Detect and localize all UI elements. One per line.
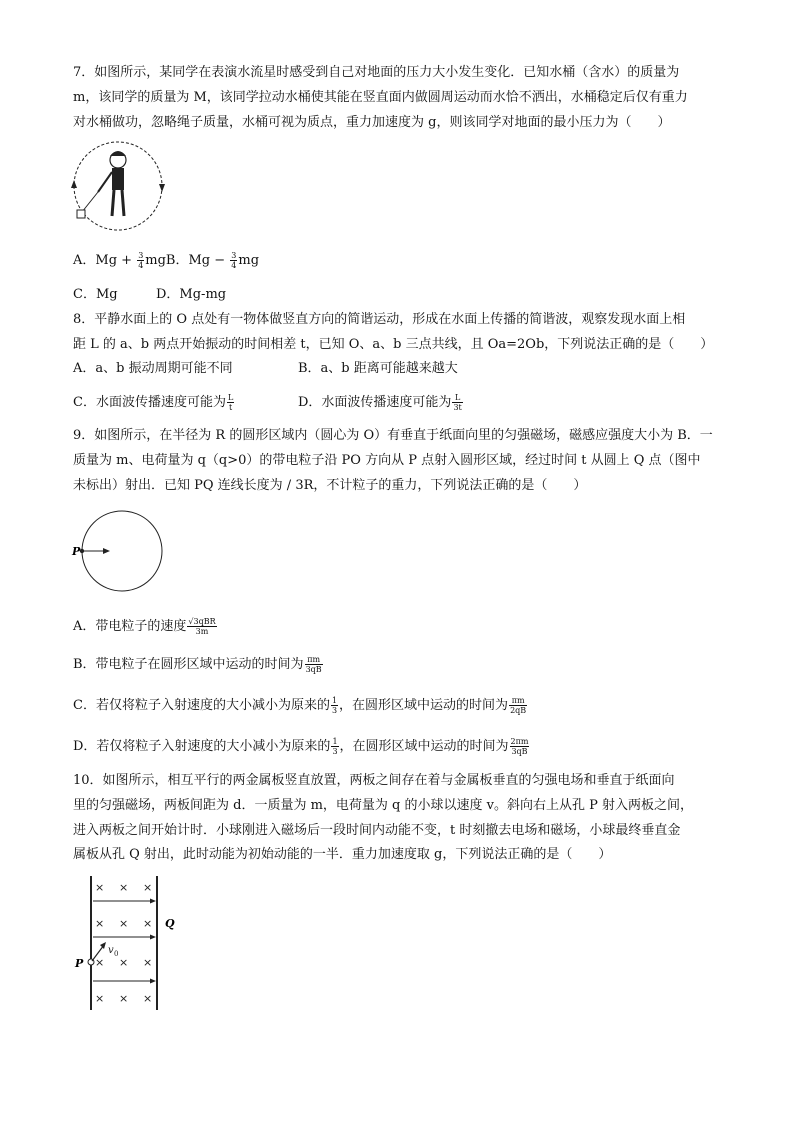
q8-option-d-prefix: D．水面波传播速度可能为 bbox=[298, 395, 452, 410]
q9-option-b-num: πm bbox=[305, 655, 323, 665]
q8-option-c-num: L bbox=[227, 393, 234, 402]
field-cross: × bbox=[119, 881, 129, 894]
q9-option-d-mid: ，在圆形区域中运动的时间为 bbox=[339, 739, 509, 754]
q8-option-d-fraction bbox=[452, 393, 462, 412]
q9-stem-line1: 9．如图所示，在半径为 R 的圆形区域内（圆心为 O）有垂直于纸面向里的匀强磁场，磁感应强度大小为 B．一 bbox=[73, 428, 713, 443]
q9-stem-line2: 质量为 m、电荷量为 q（q>0）的带电粒子沿 PO 方向从 P 点射入圆形区域，经过时间 t 从圆上 Q 点（图中 bbox=[73, 453, 701, 468]
q10-figure-label-v: v bbox=[108, 945, 114, 956]
q9-option-c-ratio-num: 1 bbox=[331, 696, 338, 705]
q7-option-a-den: 4 bbox=[138, 261, 144, 270]
q10-figure-label-q: Q bbox=[165, 917, 175, 930]
q9-option-d-ratio-num: 1 bbox=[332, 737, 338, 746]
q7-stem-line3: 对水桶做功，忽略绳子质量，水桶可视为质点，重力加速度为 g，则该同学对地面的最小压力为（ ） bbox=[73, 115, 671, 130]
q10-figure-label-p: P bbox=[75, 957, 84, 970]
q7-options-ab[interactable] bbox=[73, 251, 259, 270]
q7-option-b-fraction bbox=[230, 251, 237, 270]
q7-option-b-num: 3 bbox=[231, 251, 237, 260]
q9-option-d-fraction bbox=[510, 737, 530, 756]
q8-option-c[interactable] bbox=[73, 393, 235, 412]
q9-option-c-den: 2qB bbox=[510, 706, 527, 715]
q7-option-b-den: 4 bbox=[231, 261, 237, 270]
q9-option-b-den: 3qB bbox=[305, 665, 322, 674]
field-cross: × bbox=[143, 917, 153, 930]
field-cross: × bbox=[143, 956, 153, 969]
field-cross: × bbox=[95, 917, 105, 930]
q9-option-b-prefix: B．带电粒子在圆形区域中运动的时间为 bbox=[73, 657, 304, 672]
q9-figure-label-p: P bbox=[72, 545, 81, 558]
q7-stem-line1: 7．如图所示，某同学在表演水流星时感受到自己对地面的压力大小发生变化．已知水桶（含水）的质量为 bbox=[73, 65, 680, 80]
q9-option-a[interactable] bbox=[73, 617, 218, 636]
q9-option-d-den: 3qB bbox=[511, 747, 528, 756]
field-cross: × bbox=[95, 956, 105, 969]
parallel-plates-figure bbox=[72, 874, 182, 1012]
q8-stem-line2: 距 L 的 a、b 两点开始振动的时间相差 t，已知 O、a、b 三点共线，且 Oa=2Ob，下列说法正确的是（ ） bbox=[73, 337, 714, 352]
field-cross: × bbox=[143, 992, 153, 1005]
circular-field-figure bbox=[72, 508, 167, 596]
q10-stem-line4: 属板从孔 Q 射出，此时动能为初始动能的一半．重力加速度取 g，下列说法正确的是（ ） bbox=[73, 847, 612, 862]
q9-option-b-fraction bbox=[305, 655, 323, 674]
q9-option-d-num: 2πm bbox=[510, 737, 529, 746]
q9-option-d-ratio bbox=[331, 737, 338, 756]
q8-stem-line1: 8．平静水面上的 O 点处有一物体做竖直方向的简谐运动，形成在水面上传播的简谐波，观察发现水面上相 bbox=[73, 312, 686, 327]
q9-option-b[interactable] bbox=[73, 655, 324, 674]
q9-option-c[interactable] bbox=[73, 696, 528, 715]
q8-option-c-prefix: C．水面波传播速度可能为 bbox=[73, 395, 226, 410]
q8-option-a[interactable]: A．a、b 振动周期可能不同 bbox=[73, 361, 233, 376]
q8-option-c-fraction bbox=[227, 393, 234, 412]
q9-option-c-mid: ，在圆形区域中运动的时间为 bbox=[339, 698, 509, 713]
q7-stem-line2: m，该同学的质量为 M，该同学拉动水桶使其能在竖直面内做圆周运动而水恰不洒出，水桶稳定后仅有重力 bbox=[73, 90, 688, 105]
q9-option-d[interactable] bbox=[73, 737, 530, 756]
q7-option-a-prefix: A．Mg + bbox=[73, 253, 133, 268]
q7-option-d[interactable]: D．Mg-mg bbox=[156, 287, 227, 302]
field-cross: × bbox=[119, 917, 129, 930]
q9-option-d-prefix: D．若仅将粒子入射速度的大小减小为原来的 bbox=[73, 739, 331, 754]
q7-option-b-suffix: mg bbox=[238, 253, 260, 268]
q10-stem-line3: 进入两板之间开始计时．小球刚进入磁场后一段时间内动能不变，t 时刻撤去电场和磁场，小球最终垂直金 bbox=[73, 823, 681, 838]
q10-figure-label-v-sub: 0 bbox=[114, 950, 119, 958]
water-meteor-figure bbox=[70, 140, 168, 232]
q7-option-a-num: 3 bbox=[138, 251, 144, 260]
q9-option-a-den: 3m bbox=[195, 627, 209, 636]
field-cross: × bbox=[143, 881, 153, 894]
q9-stem-line3: 未标出）射出．已知 PQ 连线长度为 / 3R，不计粒子的重力，下列说法正确的是（ ） bbox=[73, 478, 587, 493]
q7-option-a-fraction bbox=[137, 251, 144, 270]
q7-option-c[interactable]: C．Mg bbox=[73, 287, 118, 302]
q9-option-a-num: √3qBR bbox=[188, 617, 216, 626]
q8-option-d-den: 3t bbox=[453, 403, 462, 412]
q8-option-d-num: L bbox=[452, 393, 462, 403]
q9-option-c-prefix: C．若仅将粒子入射速度的大小减小为原来的 bbox=[73, 698, 330, 713]
q8-option-c-den: t bbox=[229, 403, 233, 412]
q9-option-d-ratio-den: 3 bbox=[332, 747, 338, 756]
q7-option-a-mid: mgB．Mg − bbox=[145, 253, 226, 268]
q9-option-c-num: πm bbox=[509, 696, 527, 706]
q9-option-a-fraction bbox=[187, 617, 216, 636]
q9-option-c-fraction bbox=[509, 696, 527, 715]
field-cross: × bbox=[95, 881, 105, 894]
q8-option-d[interactable] bbox=[298, 393, 464, 412]
field-cross: × bbox=[119, 992, 129, 1005]
q9-option-a-prefix: A．带电粒子的速度 bbox=[73, 619, 187, 634]
q9-option-c-ratio bbox=[331, 696, 338, 715]
q8-option-b[interactable]: B．a、b 距离可能越来越大 bbox=[298, 361, 458, 376]
field-cross: × bbox=[95, 992, 105, 1005]
field-cross: × bbox=[119, 956, 129, 969]
q10-stem-line2: 里的匀强磁场，两板间距为 d．一质量为 m，电荷量为 q 的小球以速度 v。斜向右上从孔 P 射入两板之间， bbox=[73, 798, 693, 813]
q10-stem-line1: 10．如图所示，相互平行的两金属板竖直放置，两板之间存在着与金属板垂直的匀强电场和垂直于纸面向 bbox=[73, 773, 675, 788]
q9-option-c-ratio-den: 3 bbox=[331, 706, 338, 715]
